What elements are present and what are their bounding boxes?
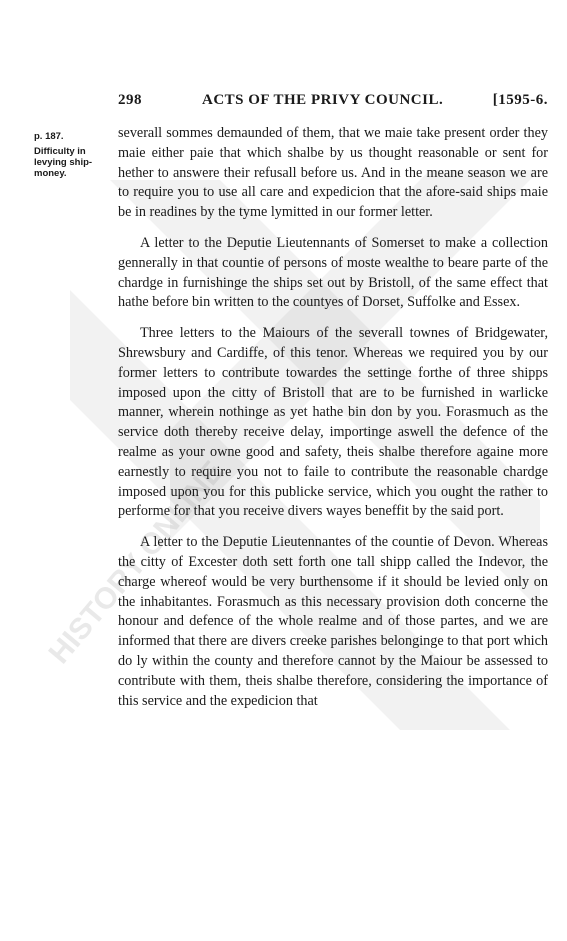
paragraph-1: severall sommes demaunded of them, that we maie take present order they maie either paie that which shalbe by us thought reasonable or sent for hether to answere their refusall before us. And in the meane season we are to require you to use all care and expedicion that the afore-said ships maie be in readines by the tyme lymitted in our former letter. bbox=[118, 125, 548, 221]
margin-notes bbox=[34, 131, 114, 179]
paragraph-4: A letter to the Deputie Lieutennantes of the countie of Devon. Whereas the citty of Excester doth sett forth one tall shipp called the Indevor, the charge whereof would be very burthensome if it should be levied only on the inhabitantes. Forasmuch as this necessary provision doth concerne the honour and defence of the whole realme and of those partes, and we are informed that there are divers creeke parishes belonginge to that port which do ly within the county and therefore cannot by the Maiour be assessed to contribute with them, theis shalbe therefore, considering the importance of this service and the expedicion that bbox=[118, 534, 548, 709]
margin-page-ref: p. 187. bbox=[34, 131, 64, 142]
running-title: ACTS OF THE PRIVY COUNCIL. bbox=[202, 92, 444, 108]
paragraph-2: A letter to the Deputie Lieutennants of Somerset to make a collection gennerally in that countie of persons of moste wealthe to beare parte of the chardge in furnishinge the ships set out by Bristoll, of the same effect that hathe before bin written to the countyes of Dorset, Suffolke and Essex. bbox=[118, 234, 548, 311]
margin-note: Difficulty in levying ship-money. bbox=[34, 146, 93, 179]
page-number: 298 bbox=[118, 92, 142, 108]
page-header bbox=[118, 92, 548, 114]
year-range: [1595-6. bbox=[492, 92, 548, 108]
body-text bbox=[118, 124, 548, 722]
paragraph-3: Three letters to the Maiours of the severall townes of Bridgewater, Shrewsbury and Cardiffe, of this tenor. Whereas we required you by our former letters to contribute towardes the settinge forthe of three shipps imposed upon the citty of Bristoll that are to be furnished in warlicke manner, wherein nothinge as yet hathe bin don by you. Forasmuch as the service doth thereby receive delay, importinge aswell the defence of the realme as your owne good and safety, theis shalbe therefore againe more earnestly to require you not to faile to contribute the reasonable chardge imposed upon you for this publicke service, which you ought the rather to performe for that you receive divers wayes beneffit by the said port. bbox=[118, 325, 548, 520]
watermark-text: HISTORY ONLINE bbox=[42, 455, 231, 670]
